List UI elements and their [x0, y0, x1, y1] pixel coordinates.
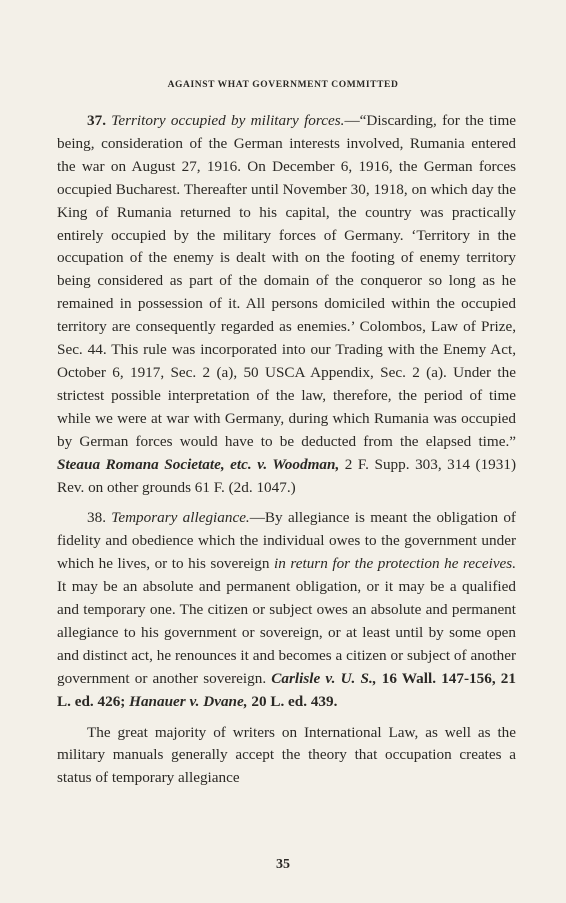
body-text — [57, 110, 516, 790]
citation-text: 2 F. Supp. 303, 314 (1931) Rev. on other grounds 61 F. (2d. 1047.) — [57, 455, 516, 496]
emphasized-text: in return for the protection he receives. — [274, 555, 517, 573]
paragraph-text: It may be an absolute and permanent obligation, or it may be a qualified and temporary one. The citizen or subject owes an absolute and permanent allegiance to his government or sovereign, or at least until by some open and distinct act, he renounces it and becomes a citizen or subject of another government or another sovereign. — [57, 578, 516, 687]
case-citation: Hanauer v. Dvane, — [129, 692, 248, 710]
paragraph-text: —By allegiance is meant the obligation of fidelity and obedience which the individual owes to the government under which he lives, or to his sovereign — [57, 509, 516, 573]
paragraph-section-37 — [57, 110, 516, 499]
case-citation: Carlisle v. U. S., — [271, 669, 377, 687]
section-heading: Territory occupied by military forces. — [111, 112, 345, 129]
section-number: 38. — [87, 509, 106, 527]
section-heading: Temporary allegiance. — [111, 509, 250, 527]
paragraph-text: —“Discarding, for the time being, consideration of the German interests involved, Rumania entered the war on August 27, 1916. On December 6, 1916, the German forces occupied Bucharest. Thereafter until November 30, 1918, on which day the King of Rumania returned to his capital, the country was practically entirely occupied by the military forces of Germany. ‘Territory in the occupation of the enemy is dealt with on the footing of enemy territory being considered as part of the domain of the conqueror so long as he remained in possession of it. All persons domiciled within the occupied territory are consequently regarded as enemies.’ Colombos, Law of Prize, Sec. 44. This rule was incorporated into our Trading with the Enemy Act, October 6, 1917, Sec. 2 (a), 50 USCA Appendix, Sec. 2 (a). Under the strictest possible interpretation of the law, therefore, the period of time while we were at war with Germany, during which Rumania was occupied by German forces would have to be deducted from the elapsed time.” — [57, 112, 516, 450]
section-number: 37. — [87, 112, 106, 129]
paragraph-3: The great majority of writers on International Law, as well as the military manuals generally accept the theory that occupation creates a status of temporary allegiance — [57, 723, 516, 787]
citation-text: 16 Wall. 147-156, 21 L. ed. 426; — [57, 669, 516, 710]
case-citation: Steaua Romana Societate, etc. v. Woodman, — [57, 455, 340, 473]
running-head: AGAINST WHAT GOVERNMENT COMMITTED — [167, 80, 399, 90]
paragraph-section-38 — [57, 507, 516, 713]
citation-text: 20 L. ed. 439. — [247, 692, 338, 710]
page-number: 35 — [276, 857, 290, 872]
